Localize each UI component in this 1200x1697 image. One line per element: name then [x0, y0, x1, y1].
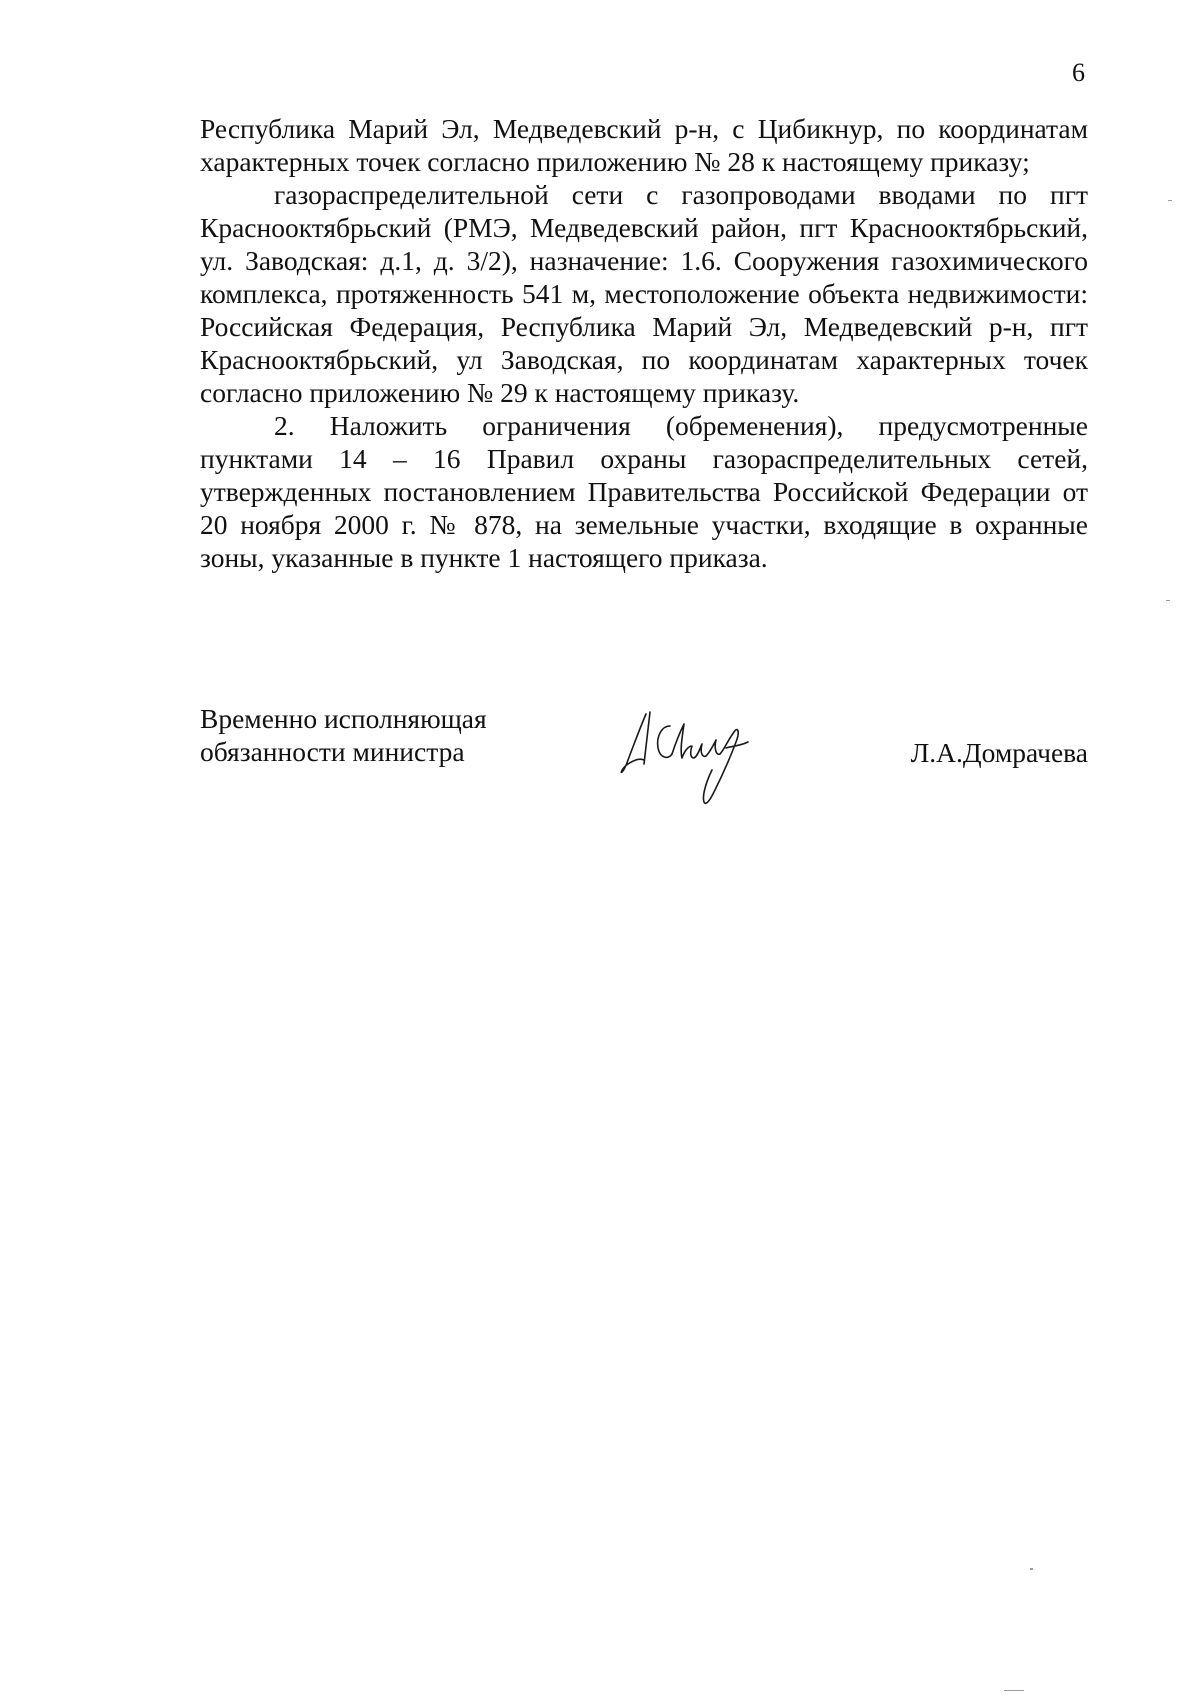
- paragraph-gas-network: газораспределительной сети с газопроводами вводами по пгт Краснооктябрьский (РМЭ, Медведевский район, пгт Краснооктябрьский, ул. Заводская: д.1, д. 3/2), назначение: 1.6. Сооружения газохимического комплекса, протяженность 541 м, местоположение объекта недвижимости: Российская Федерация, Республика Марий Эл, Медведевский р-н, пгт Краснооктябрьский, ул Заводская, по координатам характерных точек согласно приложению № 29 к настоящему приказу.: [200, 179, 1088, 408]
- paragraph-restrictions: 2. Наложить ограничения (обременения), предусмотренные пунктами 14 – 16 Правил охраны газораспределительных сетей, утвержденных постановлением Правительства Российской Федерации от 20 ноября 2000 г. № 878, на земельные участки, входящие в охранные зоны, указанные в пункте 1 настоящего приказа.: [200, 410, 1088, 573]
- scan-speck: [1004, 1690, 1024, 1691]
- page-number: 6: [1072, 58, 1085, 87]
- signer-title: [200, 702, 540, 768]
- signer-title-line-1: Временно исполняющая: [200, 703, 487, 734]
- document-body: [200, 112, 1088, 574]
- scan-speck: [1030, 1568, 1033, 1570]
- scan-speck: [1168, 200, 1172, 201]
- scan-speck: [1166, 600, 1170, 601]
- signature-block: [200, 702, 1088, 822]
- handwritten-signature: [610, 702, 790, 812]
- signer-title-line-2: обязанности министра: [200, 736, 465, 767]
- paragraph-continuation: Республика Марий Эл, Медведевский р-н, с Цибикнур, по координатам характерных точек согласно приложению № 28 к настоящему приказу;: [200, 113, 1088, 177]
- signer-name: Л.А.Домрачева: [910, 737, 1088, 768]
